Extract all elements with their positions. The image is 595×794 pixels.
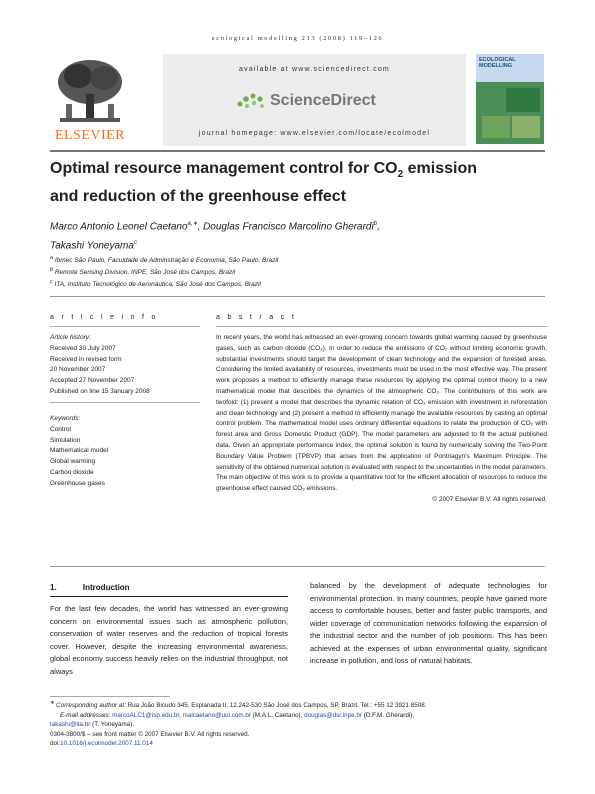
cover-title: ECOLOGICAL MODELLING [476,54,544,82]
info-rule [50,326,200,327]
email-link-2[interactable]: malcaetano@uol.com.br [182,711,251,719]
author-1[interactable]: Marco Antonio Leonel Caetano [50,221,188,233]
abstract-body [216,333,547,506]
affiliation-a: $^a$ Ibmec São Paulo, Faculdade de Adminstração e Economia, São Paulo, Brazil [50,255,279,265]
elsevier-wordmark: ELSEVIER [54,128,126,143]
journal-citation-line: ecological modelling 213 (2008) 119–126 [211,35,384,42]
affiliation-b: $^b$ Remote Sensing Division, INPE, São José dos Campos, Brazil [50,267,236,277]
intro-left-column: For the last few decades, the world has witnessed an ever-growing concern on environmental issues such as atmospheric pollution, conservation of water reserves and the reduction of tropical forests cover. However, despite the increasing environmental awareness, global economy success heavily relies on the industrial throughput, not always [50,604,288,676]
abstract-copyright: © 2007 Elsevier B.V. All rights reserved. [432,495,547,503]
header-divider [50,150,545,152]
footnotes: ∗ Corresponding author at: Rua João Bicudo 345, Esplanada II, 12.242-530 São José dos Campos, SP, Brazil. Tel.: +55 12 3921 8508. E-mail addresses: marcoALC1@isp.edu.br, malcaetano@uol.com.br (M.A.L. Caetano), douglas@dsr.inpe.br (D.F.M. Gherardi), takashi@ita.br (T. Yoneyama). 0304-3800/$ – see front matter © 2007 Elsevier B.V. All rights reserved. doi:10.1016/j.ecolmodel.2007.11.014 [50,699,547,749]
keyword: Control [50,425,71,433]
sciencedirect-dots-icon [236,92,266,110]
abstract-heading: a b s t r a c t [216,314,297,321]
footnote-rule [50,696,170,697]
intro-right-column: balanced by the development of adequate technologies for environmental protection. In many countries, people have gained more access to comfortable houses, better and faster public transports, and wider coverage of communication networks following the expansion of the industrial sector and the number of job positions. This has been achieved at the expenses of urban environmental quality, significant increase in pollution, and loss of natural habitats. [310,581,547,665]
sciencedirect-logo [236,92,376,110]
email-link-3[interactable]: douglas@dsr.inpe.br [304,711,363,719]
corresponding-author-note: ∗ Corresponding author at: Rua João Bicudo 345, Esplanada II, 12.242-530 São José dos Campos, SP, Brazil. Tel.: +55 12 3921 8508. [50,700,427,710]
email-link-4[interactable]: takashi@ita.br [50,721,91,729]
keywords-rule [50,402,200,403]
sciencedirect-wordmark: ScienceDirect [270,92,376,109]
email-addresses: E-mail addresses: marcoALC1@isp.edu.br, malcaetano@uol.com.br (M.A.L. Caetano), douglas@dsr.inpe.br (D.F.M. Gherardi), [60,711,415,719]
sciencedirect-availability[interactable]: available at www.sciencedirect.com [239,66,390,73]
article-history: Article history: Received 30 July 2007 Received in revised form 20 November 2007 Accepted 27 November 2007 Published on line 15 January 2008 [50,334,150,395]
author-list: Marco Antonio Leonel Caetano$^{a,∗}$, Douglas Francisco Marcolino Gherardi$^b$, Takashi Yoneyama$^c$ [50,221,380,252]
journal-cover-image [476,54,544,144]
keyword: Simulation [50,436,81,444]
doi-link[interactable]: 10.1016/j.ecolmodel.2007.11.014 [60,740,153,748]
keyword: Mathematical model [50,447,109,455]
keyword: Carbon dioxide [50,468,94,476]
doi-line: doi:10.1016/j.ecolmodel.2007.11.014 [50,740,153,748]
affiliation-c: $^c$ ITA, Instituto Tecnológico de Aeronáutica, São José dos Campos, Brazil [50,279,261,289]
email-link-1[interactable]: marcoALC1@isp.edu.br [112,711,180,719]
abstract-text: In recent years, the world has witnessed an ever-growing concern towards global warming caused by greenhouse gases, such as carbon dioxide (CO₂). In order to reduce the emissions of CO₂ without limiting economic growth, substantial investments should target the development of clean technology and the expansion of forested areas. Considering the limited availability of resources, investments must be used in the most effective way. The present work proposes a method to efficiently manage these resources by applying the optimal control theory to a new mathematical model that describes the dynamics of the atmospheric CO₂. The contributions of this work are twofold: (1) present a model that describes the dynamic relation of CO₂ emission with investment in reforestation and clean technology and (2) present a method to efficiently manage the available resources by casting an optimal control problem. The mathematical model uses ordinary differential equations to relate the production of CO₂ with forest area and Gross Domestic Product (GDP). The model parameters are adjusted to fit the actual published data. Given an appropriate performance index, the optimal solution is found by numerically solving the Two-Point Boundary Value Problem (TPBVP) that arises from the application of Pontriagyn's Maximum Principle. The sensitivity of the obtained numerical solution is evaluated with respect to the uncertainties in the model parameters. The main objective of this work is to provide a quantitative tool for the efficient allocation of resources to reduce the greenhouse effect caused CO₂ emissions. [216,334,547,493]
article-title: Optimal resource management control for $CO_2$ emission and reduction of the greenhouse effect [50,160,477,206]
author-3[interactable]: Takashi Yoneyama [50,240,134,252]
abstract-divider [50,566,545,567]
section-heading-introduction: 1. Introduction [50,583,130,592]
issn-line: 0304-3800/$ – see front matter © 2007 Elsevier B.V. All rights reserved. [50,730,250,738]
keyword: Global warming [50,458,96,466]
intro-rule [50,596,288,597]
abstract-rule [216,326,547,327]
keyword: Greenhouse gases [50,479,105,487]
keywords-list: Keywords: Control Simulation Mathematical model Global warming Carbon dioxide Greenhouse gases [50,414,108,490]
author-2[interactable]: , Douglas Francisco Marcolino Gherardi [197,221,374,233]
affiliation-divider [50,296,545,297]
journal-homepage[interactable]: journal homepage: www.elsevier.com/locate/ecolmodel [198,130,431,137]
article-info-heading: a r t i c l e i n f o [50,314,159,321]
